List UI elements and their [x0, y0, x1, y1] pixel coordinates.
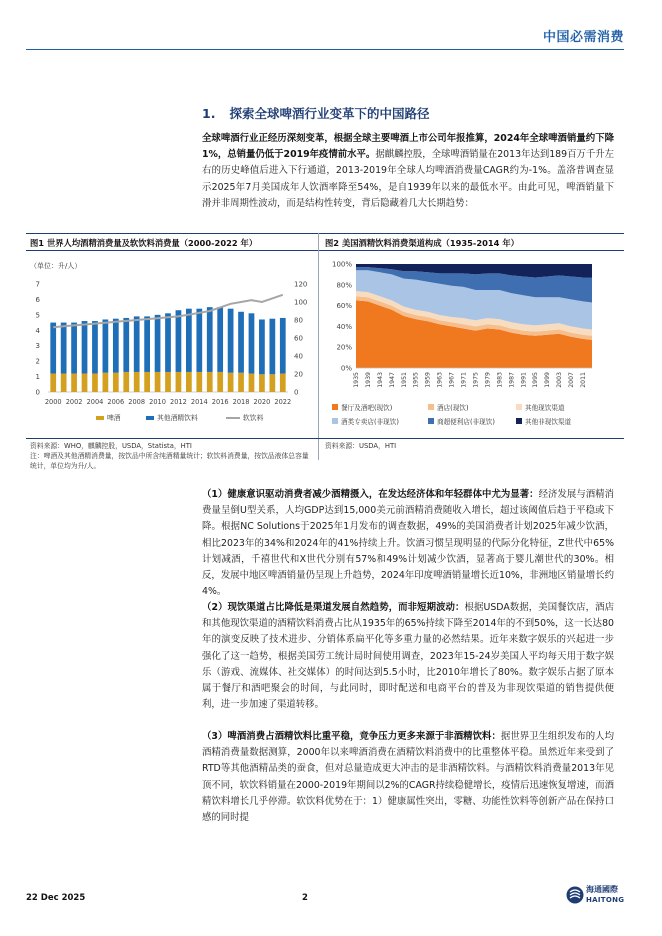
intro-paragraph: [202, 131, 614, 212]
figure1-bar-beer: [71, 373, 77, 392]
figure1-bar-beer: [144, 372, 150, 392]
figure2-x-tick: 1963: [436, 372, 444, 388]
figure1-bar-beer: [249, 373, 255, 392]
figure2-y-tick: 20%: [336, 343, 352, 352]
figure1-x-tick: 2006: [107, 398, 125, 406]
figure1-bar-beer: [186, 372, 192, 392]
figure2-legend-label: 酒店(现饮): [437, 404, 469, 412]
figure1-bar-beer: [259, 374, 265, 392]
figure1-y-tick: 1: [35, 373, 40, 382]
paragraph-2-text: 根据USDA数据，美国餐饮店，酒店和其他现饮渠道的酒精饮料消费占比从1935年的65%持续下降至2014年的不到50%，这一长达80年的演变反映了技术进步、分销体系扁平化等多重力量的必然结果。近年来数字娱乐的兴起进一步强化了这一趋势，根据美国劳工统计局时间使用调查，2023年15-24岁美国人平均每天用于数字娱乐（游戏、流媒体、社交媒体）的时间达到5.5小时，比2010年增长了80%。数字娱乐占据了原本属于餐厅和酒吧聚会的时间，与此同时，即时配送和电商平台的普及为非现饮渠道的销售提供便利，进一步加速了渠道转移。: [202, 602, 614, 711]
figure1-bar-other: [165, 313, 171, 372]
figure2-y-tick: 40%: [336, 322, 352, 331]
figure-rule-top: [26, 233, 624, 234]
figure1-chart: [26, 252, 318, 438]
figure1-bar-beer: [207, 372, 213, 392]
figure1-bar-beer: [50, 373, 56, 392]
figure-rule-bottom: [26, 250, 624, 251]
figure1-bar-beer: [92, 373, 98, 392]
paragraph-2: [202, 600, 614, 713]
figure1-bar-other: [280, 318, 286, 374]
figure1-x-tick: 2012: [170, 398, 187, 406]
paragraph-3: [202, 729, 614, 826]
figure1-bar-other: [228, 309, 234, 373]
logo-en: HAITONG: [586, 896, 625, 904]
figure1-y2-tick: 40: [294, 352, 303, 361]
figure1-bar-other: [217, 307, 223, 372]
header-rule: [26, 49, 624, 50]
figure2-x-tick: 1983: [496, 372, 504, 388]
figure1-bar-other: [176, 310, 182, 372]
figure2-y-tick: 80%: [336, 281, 352, 290]
section-title-text: 探索全球啤酒行业变革下的中国路径: [229, 106, 430, 121]
figure1-y2-tick: 100: [294, 298, 308, 307]
figure1-bar-other: [113, 319, 119, 373]
figure1-y2-tick: 80: [294, 316, 303, 325]
figure1-y-tick: 0: [35, 388, 40, 397]
figure1-bar-other: [82, 321, 88, 373]
section-number: 1.: [202, 106, 216, 121]
figure1-x-tick: 2020: [253, 398, 271, 406]
figure1-bar-other: [238, 312, 244, 373]
footer-date: 22 Dec 2025: [26, 893, 86, 903]
figure1-bar-other: [144, 316, 150, 372]
page-number: 2: [302, 893, 308, 903]
figure1-bar-other: [259, 319, 265, 374]
figure1-bar-other: [186, 309, 192, 372]
header-brand: 中国必需消费: [542, 30, 624, 45]
figure1-x-tick: 2004: [86, 398, 104, 406]
figure2-y-tick: 0%: [340, 364, 352, 373]
figure2-legend-label: 其他现饮渠道: [525, 404, 565, 412]
figure2-x-tick: 1987: [508, 372, 516, 388]
figure1-x-tick: 2010: [149, 398, 166, 406]
figure1-bar-beer: [82, 373, 88, 392]
figure1-bar-beer: [176, 372, 182, 392]
figure1-bar-beer: [123, 372, 129, 392]
figure2-x-tick: 1955: [412, 372, 420, 388]
figure2-legend-swatch: [428, 418, 434, 424]
figure1-y-tick: 6: [35, 295, 40, 304]
figure1-x-tick: 2022: [274, 398, 292, 406]
intro-bold: 全球啤酒行业正经历深刻变革，根据全球主要啤酒上市公司年报推算，2024年全球啤酒销量约下降1%，总销量仍低于2019年疫情前水平。: [202, 133, 614, 161]
figure1-bar-other: [50, 323, 56, 374]
figure2-x-tick: 2007: [568, 372, 576, 388]
figure1-bar-beer: [155, 372, 161, 392]
figure2-y-tick: 100%: [331, 260, 352, 269]
figure1-bar-other: [207, 307, 213, 372]
figure1-bar-other: [269, 319, 275, 375]
figure1-bar-other: [155, 315, 161, 372]
figure1-bar-beer: [238, 373, 244, 392]
figure2-x-tick: 1999: [544, 372, 552, 388]
figure2-legend-label: 商超便利店(非现饮): [437, 418, 495, 426]
figure1-y-tick: 4: [35, 326, 40, 335]
figure2-legend-swatch: [332, 418, 338, 424]
figure1-legend-other: 其他酒精饮料: [157, 414, 198, 422]
figure2-x-tick: 1995: [532, 372, 540, 388]
figure2-chart: [320, 252, 624, 438]
figure2-x-tick: 2003: [556, 372, 564, 388]
figure1-bar-beer: [228, 373, 234, 392]
figure1-x-tick: 2016: [211, 398, 229, 406]
figure1-x-tick: 2014: [190, 398, 208, 406]
figure2-legend-swatch: [428, 404, 434, 410]
figure1-bar-beer: [103, 373, 109, 392]
figure1-bar-other: [92, 321, 98, 373]
figure1-unit: （单位：升/人）: [30, 262, 82, 270]
paragraph-1-text: 经济发展与酒精消费量呈倒U型关系，人均GDP达到15,000美元前酒精消费随收入增长，超过该阈值后趋于平稳或下降。根据NC Solutions于2025年1月发布的调查数据，49%的美国消费者计划2025年减少饮酒，相比2023年的34%和2024年的41%持续上升。饮酒习惯呈现明显的代际分化特征，Z世代中65%计划减酒，千禧世代和X世代分别有57%和49%计划减少饮酒，显著高于婴儿潮世代的30%。相反，发展中地区啤酒销量仍呈现上升趋势，2024年印度啤酒销量增长近10%，非洲地区销量增长约4%。: [202, 489, 614, 598]
figure1-y2-tick: 60: [294, 334, 303, 343]
paragraph-3-bold: （3）啤酒消费占酒精饮料比重平稳，竞争压力更多来源于非酒精饮料：: [202, 731, 501, 742]
figure1-y-tick: 3: [35, 342, 40, 351]
figure2-x-tick: 1971: [460, 372, 468, 388]
figure1-legend-swatch-beer: [96, 416, 104, 420]
figure2-x-tick: 1959: [424, 372, 432, 388]
figure2-y-tick: 60%: [336, 302, 352, 311]
figure1-bar-beer: [134, 372, 140, 392]
figure2-x-tick: 1991: [520, 372, 528, 388]
figure1-source-text: 资料来源：WHO，麒麟控股，USDA，Statista，HTI: [30, 442, 192, 450]
figure1-bar-other: [134, 316, 140, 372]
figure1-y2-tick: 20: [294, 370, 303, 379]
figure2-x-tick: 1967: [448, 372, 456, 388]
figure-divider: [318, 233, 319, 460]
figure2-legend-label: 其他非现饮渠道: [525, 418, 572, 426]
figure1-bar-beer: [217, 372, 223, 392]
figure1-y2-tick: 0: [294, 388, 299, 397]
figure2-x-tick: 1943: [376, 372, 384, 388]
haitong-logo-icon: [566, 885, 584, 905]
section-title: [202, 104, 429, 122]
logo-cn: 海通國際: [586, 885, 618, 894]
figure2-legend-label: 餐厅及酒吧(现饮): [341, 404, 393, 412]
figure1-note: 注：啤酒及其他酒精消费量，按饮品中所含纯酒精量统计；软饮料消费量，按饮品液体总容量统计，单位均为升/人。: [30, 452, 309, 470]
figure1-y-tick: 7: [35, 280, 40, 289]
figure1-bar-beer: [280, 373, 286, 392]
figure1-x-tick: 2008: [128, 398, 146, 406]
figure2-x-tick: 2011: [580, 372, 587, 388]
figure2-legend-label: 酒类专卖店(非现饮): [341, 418, 399, 426]
paragraph-2-bold: （2）现饮渠道占比降低是渠道发展自然趋势，而非短期波动：: [202, 602, 465, 613]
figure2-x-tick: 1979: [484, 372, 492, 388]
figure1-title: 图1 世界人均酒精消费量及软饮料消费量（2000-2022 年）: [30, 238, 258, 248]
figure2-legend-swatch: [516, 418, 522, 424]
figure1-x-tick: 2018: [232, 398, 250, 406]
figure1-y2-tick: 120: [294, 280, 308, 289]
figure1-y-tick: 5: [35, 311, 40, 320]
figure1-bar-other: [249, 313, 255, 373]
figure1-bar-beer: [61, 373, 67, 392]
figure2-x-tick: 1951: [400, 372, 408, 388]
figure1-x-tick: 2000: [44, 398, 62, 406]
figure2-x-tick: 1947: [388, 372, 396, 388]
paragraph-1: [202, 487, 614, 600]
figure2-legend-swatch: [516, 404, 522, 410]
paragraph-3-text: 据世界卫生组织发布的人均酒精消费量数据测算，2000年以来啤酒消费在酒精饮料消费中的比重整体平稳。虽然近年来受到了RTD等其他酒精品类的蚕食，但对总量造成更大冲击的是非酒精饮料。与酒精饮料消费量2013年见顶不同，软饮料销量在2000-2019年期间以2%的CAGR持续稳健增长，疫情后迅速恢复增速，而酒精饮料增长几乎停滞。软饮料优势在于：1）健康属性突出，零糖、功能性饮料等创新产品在保持口感的同时提: [202, 731, 614, 824]
figure1-legend-swatch-other: [146, 416, 154, 420]
figure1-bar-other: [123, 318, 129, 372]
figure2-x-tick: 1975: [472, 372, 480, 388]
figure1-bar-beer: [113, 373, 119, 392]
figure1-bar-other: [103, 319, 109, 372]
figure1-x-tick: 2002: [65, 398, 83, 406]
figure1-bar-other: [61, 323, 67, 374]
figure2-legend-swatch: [332, 404, 338, 410]
figure1-bar-beer: [196, 372, 202, 392]
intro-text: 据麒麟控股，全球啤酒销量在2013年达到189百万千升左右的历史峰值后进入下行通道，2013-2019年全球人均啤酒消费量CAGR约为-1%。盖洛普调查显示2025年7月美国成年人饮酒率降至54%，是自1939年以来的最低水平。由此可见，啤酒销量下滑并非周期性波动，而是结构性转变，背后隐藏着几大长期趋势：: [202, 149, 614, 209]
figure1-bar-other: [196, 309, 202, 372]
figure1-bar-beer: [269, 374, 275, 392]
figure1-legend-soft: 软饮料: [243, 414, 264, 422]
figure2-source: 资料来源：USDA，HTI: [325, 442, 397, 450]
figure2-x-tick: 1939: [364, 372, 372, 388]
figure1-source: [30, 441, 314, 471]
figure2-x-tick: 1935: [353, 372, 360, 388]
figure2-title: 图2 美国酒精饮料消费渠道构成（1935-2014 年）: [325, 238, 519, 248]
figure1-bar-other: [71, 323, 77, 374]
figure-footer-rule: [26, 438, 624, 439]
figure1-bar-beer: [165, 372, 171, 392]
paragraph-1-bold: （1）健康意识驱动消费者减少酒精摄入，在发达经济体和年轻群体中尤为显著：: [202, 489, 539, 500]
figure1-y-tick: 2: [35, 357, 40, 366]
figure1-legend-beer: 啤酒: [107, 414, 121, 422]
